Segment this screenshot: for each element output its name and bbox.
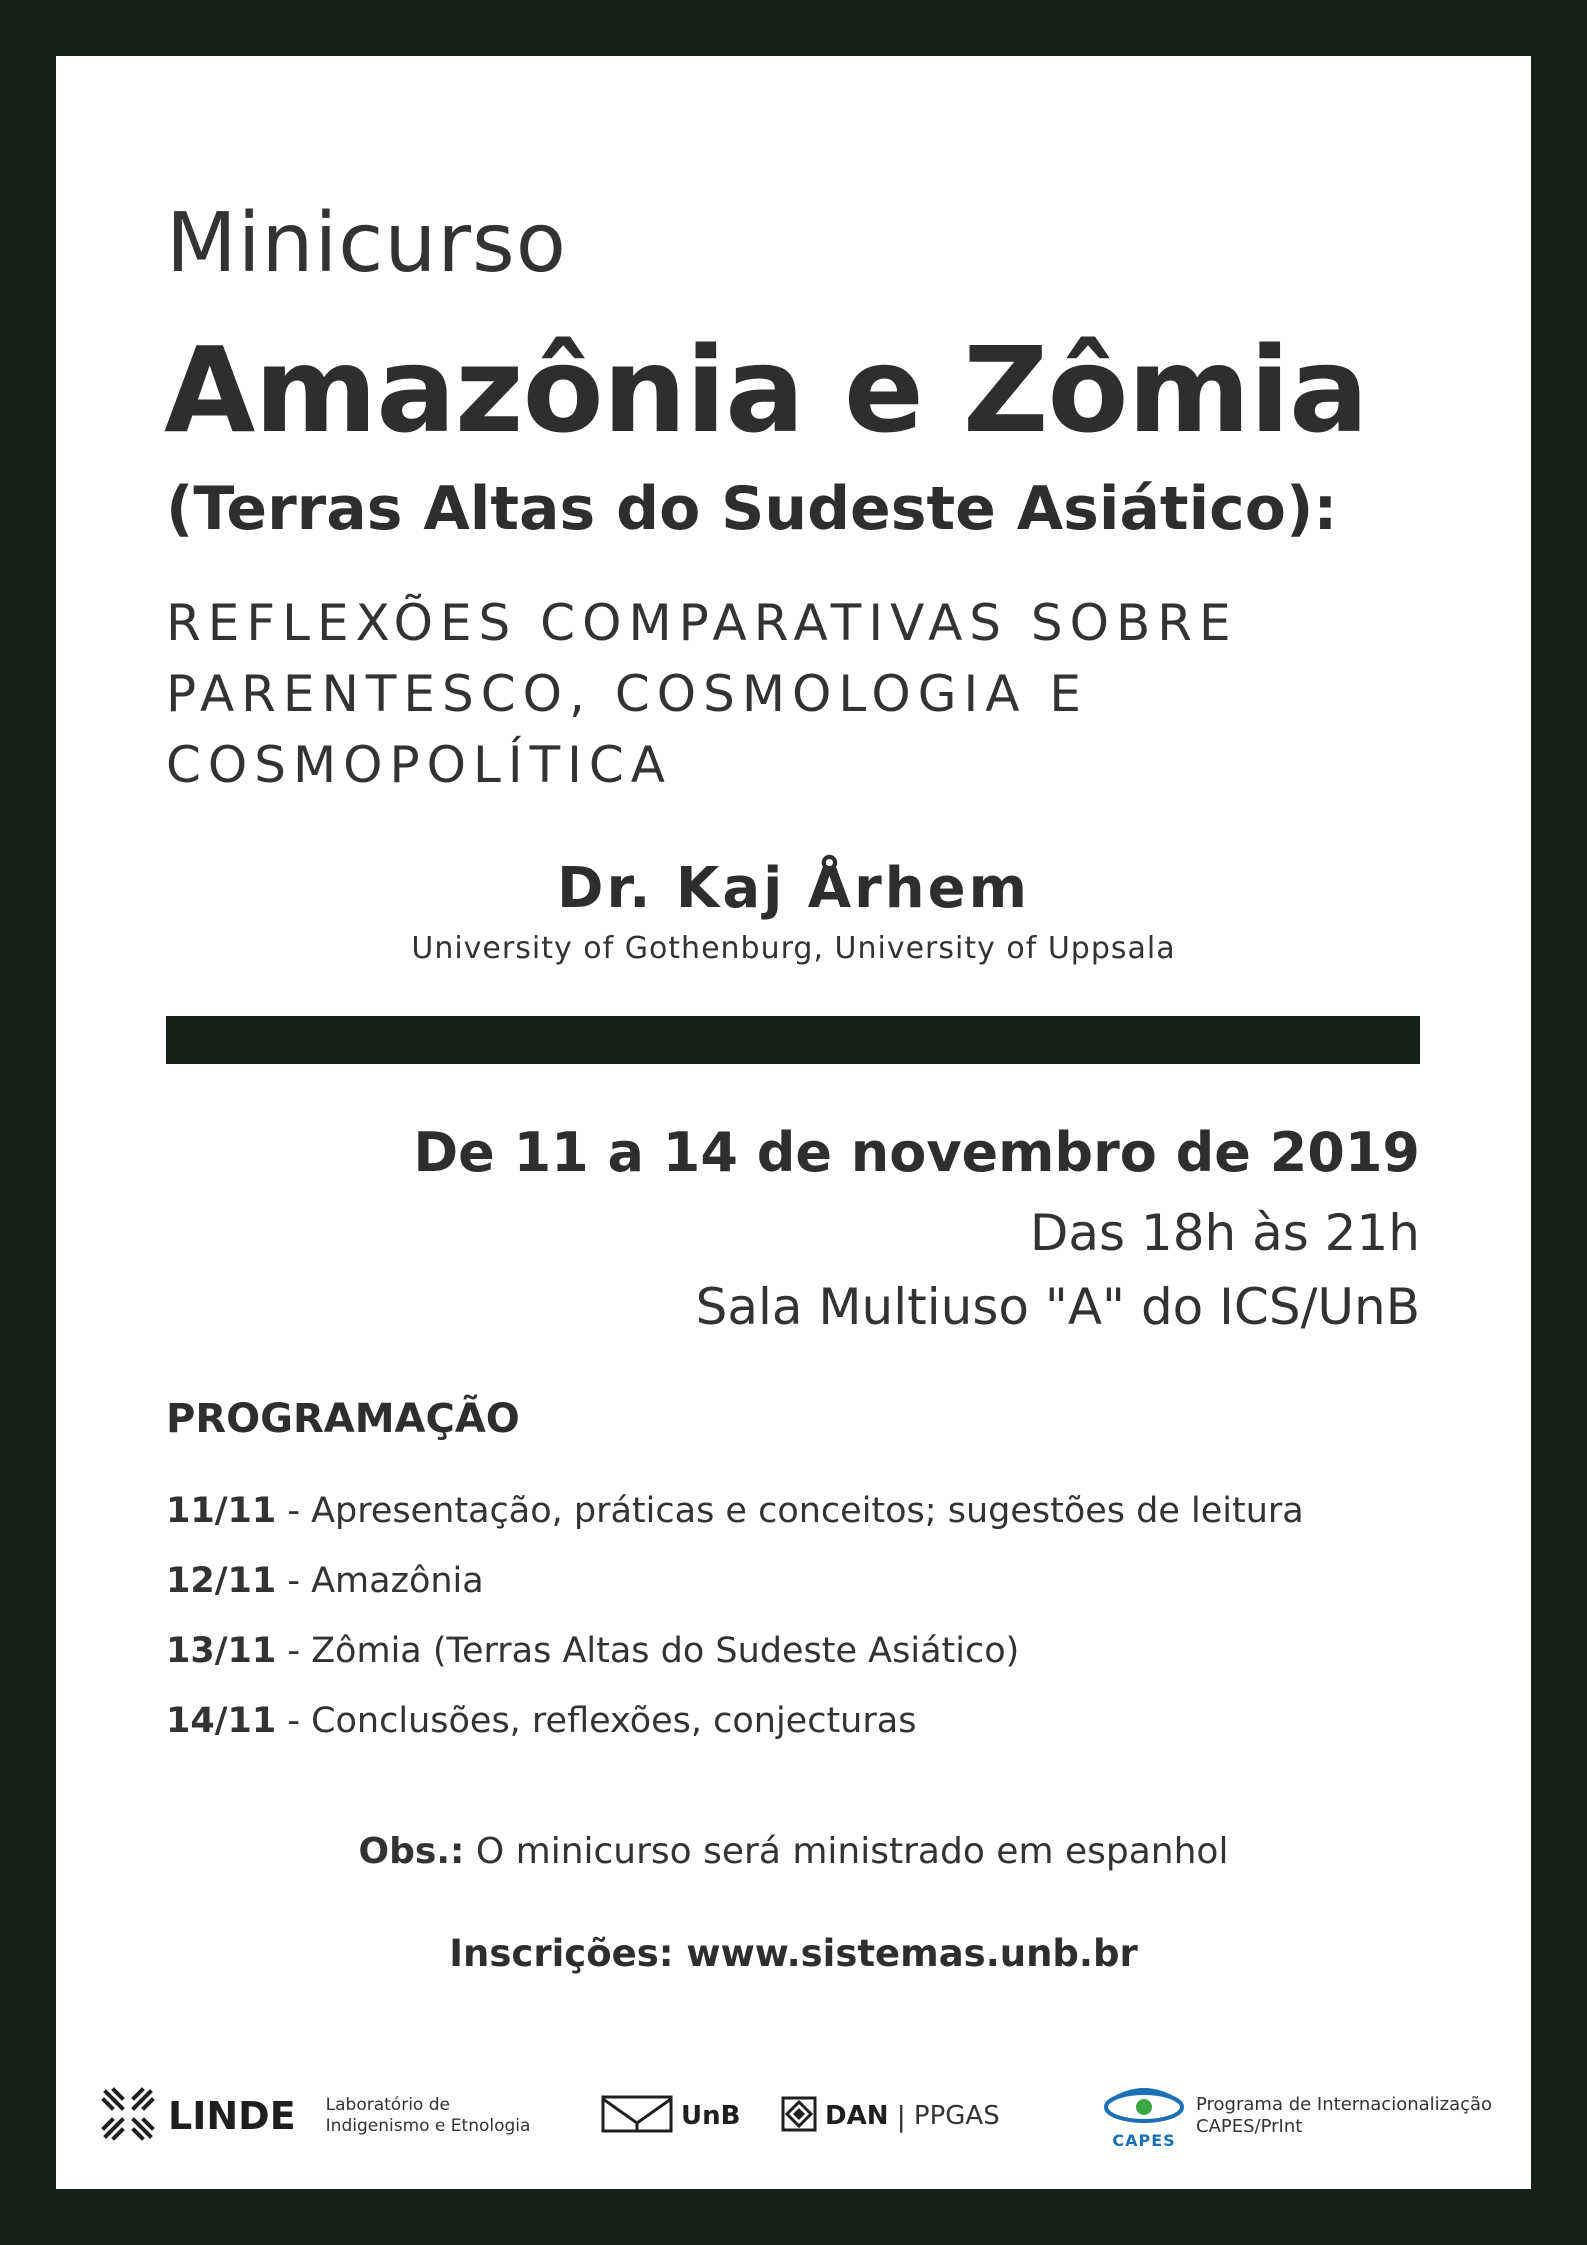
- capes-logo-icon: [1102, 2083, 1186, 2131]
- dan-ppgas-logo: [781, 2066, 1000, 2166]
- event-location: Sala Multiuso "A" do ICS/UnB: [695, 1278, 1420, 1336]
- program-text: - Zômia (Terras Altas do Sudeste Asiático): [276, 1631, 1020, 1671]
- divider-bar: [166, 1016, 1420, 1064]
- event-date: De 11 a 14 de novembro de 2019: [413, 1121, 1420, 1184]
- linde-name: LINDE: [168, 2094, 296, 2138]
- linde-logo: [100, 2066, 536, 2166]
- theme-description: [166, 588, 1238, 801]
- program-text: - Conclusões, reflexões, conjecturas: [276, 1701, 917, 1741]
- registration-info: Inscrições: www.sistemas.unb.br: [449, 1932, 1138, 1975]
- program-item: [166, 1616, 1304, 1686]
- event-time: Das 18h às 21h: [1029, 1204, 1420, 1262]
- program-date: 14/11: [166, 1701, 277, 1741]
- capes-program: [1196, 2094, 1492, 2138]
- program-text: - Apresentação, práticas e conceitos; sugestões de leitura: [276, 1491, 1304, 1531]
- linde-subtitle-line: Laboratório de: [325, 2095, 450, 2115]
- program-heading: PROGRAMAÇÃO: [166, 1396, 520, 1442]
- speaker-name: Dr. Kaj Århem: [557, 856, 1030, 921]
- theme-line: PARENTESCO, COSMOLOGIA E: [166, 665, 1088, 723]
- kicker: Minicurso: [166, 196, 567, 291]
- observation-label: Obs.:: [358, 1831, 465, 1872]
- unb-logo: [601, 2066, 740, 2166]
- theme-line: COSMOPOLÍTICA: [166, 736, 673, 794]
- program-date: 13/11: [166, 1631, 277, 1671]
- program-item: [166, 1476, 1304, 1546]
- program-item: [166, 1546, 1304, 1616]
- unb-name: UnB: [681, 2101, 741, 2131]
- program-date: 12/11: [166, 1561, 277, 1601]
- linde-subtitle: [326, 2095, 536, 2137]
- program-text: - Amazônia: [276, 1561, 484, 1601]
- speaker-affiliation: University of Gothenburg, University of Uppsala: [411, 931, 1176, 966]
- capes-program-line: Programa de Internacionalização: [1196, 2094, 1493, 2115]
- ppgas-name: PPGAS: [913, 2101, 1000, 2131]
- linde-logo-icon: [100, 2086, 156, 2146]
- linde-subtitle-line: Indigenismo e Etnologia: [325, 2116, 531, 2136]
- observation-note: [56, 1831, 1531, 1872]
- poster: [56, 56, 1531, 2189]
- sponsor-footer: [56, 2066, 1531, 2166]
- program-list: [166, 1476, 1304, 1756]
- unb-logo-icon: [601, 2095, 673, 2137]
- theme-line: REFLEXÕES COMPARATIVAS SOBRE: [166, 594, 1238, 652]
- capes-name: CAPES: [1112, 2130, 1176, 2150]
- capes-program-line: CAPES/PrInt: [1196, 2116, 1303, 2137]
- dan-name: DAN: [825, 2101, 889, 2131]
- poster-title: Amazônia e Zômia: [164, 321, 1368, 459]
- capes-logo: [1102, 2066, 1492, 2166]
- dan-logo-icon: [781, 2096, 817, 2136]
- logo-separator: |: [896, 2099, 906, 2133]
- poster-subtitle: (Terras Altas do Sudeste Asiático):: [166, 474, 1338, 544]
- program-date: 11/11: [166, 1491, 277, 1531]
- program-item: [166, 1686, 1304, 1756]
- observation-text: O minicurso será ministrado em espanhol: [464, 1831, 1229, 1872]
